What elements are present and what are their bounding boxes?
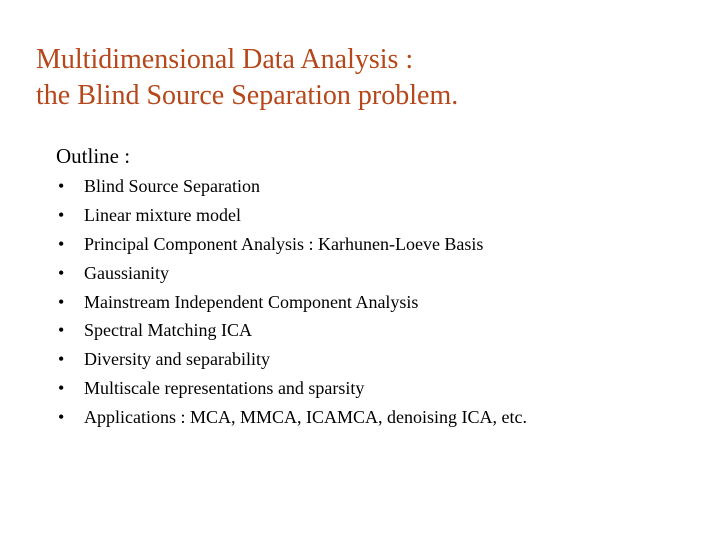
- bullet-icon: •: [58, 378, 65, 399]
- list-item: [56, 288, 527, 317]
- bullet-icon: •: [58, 291, 65, 312]
- list-item: [56, 403, 527, 432]
- list-item: [56, 374, 527, 403]
- list-item-label: Multiscale representations and sparsity: [84, 378, 365, 399]
- list-item: [56, 259, 527, 288]
- list-item-label: Blind Source Separation: [84, 176, 260, 196]
- list-item-label: Gaussianity: [84, 262, 169, 283]
- list-item-label: Principal Component Analysis : Karhunen-Loeve Basis: [84, 233, 484, 254]
- list-item-label: Diversity and separability: [84, 349, 270, 370]
- bullet-icon: •: [58, 176, 65, 196]
- list-item: [56, 345, 527, 374]
- outline-list: [56, 172, 527, 432]
- bullet-icon: •: [58, 233, 65, 254]
- outline-heading: Outline :: [56, 144, 131, 168]
- list-item-label: Linear mixture model: [84, 204, 241, 225]
- bullet-icon: •: [58, 349, 65, 370]
- list-item: [56, 230, 527, 259]
- title-line-1: Multidimensional Data Analysis :: [36, 44, 414, 75]
- list-item: [56, 316, 527, 345]
- list-item: [56, 172, 527, 201]
- bullet-icon: •: [58, 407, 65, 428]
- bullet-icon: •: [58, 262, 65, 283]
- list-item: [56, 201, 527, 230]
- bullet-icon: •: [58, 320, 65, 341]
- list-item-label: Applications : MCA, MMCA, ICAMCA, denoising ICA, etc.: [84, 407, 527, 428]
- list-item-label: Spectral Matching ICA: [84, 320, 252, 341]
- slide-title: [36, 42, 696, 114]
- bullet-icon: •: [58, 204, 65, 225]
- list-item-label: Mainstream Independent Component Analysis: [84, 291, 419, 312]
- title-line-2: the Blind Source Separation problem.: [36, 80, 459, 111]
